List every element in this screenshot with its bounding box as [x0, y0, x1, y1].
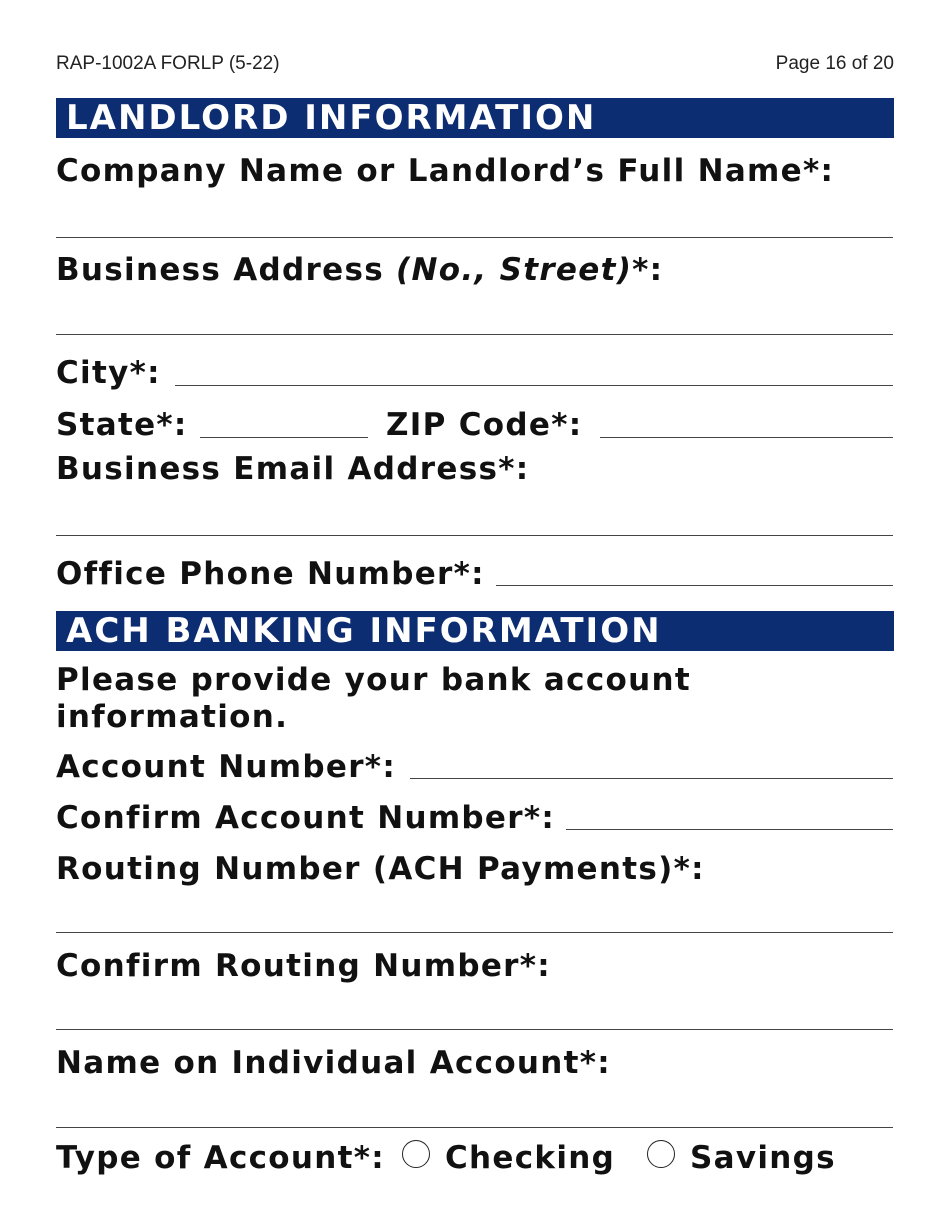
confirm-routing-field[interactable] [56, 1029, 893, 1030]
account-name-field[interactable] [56, 1127, 893, 1128]
business-address-label-text: Business Address [56, 252, 397, 288]
city-label: City*: [56, 355, 161, 391]
account-name-label: Name on Individual Account*: [56, 1045, 611, 1081]
account-type-label: Type of Account*: [56, 1140, 385, 1176]
email-label: Business Email Address*: [56, 451, 530, 487]
checking-label: Checking [445, 1140, 616, 1176]
email-field[interactable] [56, 535, 893, 536]
landlord-section-title: LANDLORD INFORMATION [56, 98, 894, 138]
routing-number-field[interactable] [56, 932, 893, 933]
zip-label: ZIP Code*: [386, 407, 583, 443]
account-number-field[interactable] [410, 778, 893, 779]
savings-label: Savings [690, 1140, 836, 1176]
company-name-field[interactable] [56, 237, 893, 238]
confirm-account-field[interactable] [566, 829, 893, 830]
business-address-field[interactable] [56, 334, 893, 335]
business-address-label [56, 252, 663, 288]
account-number-label: Account Number*: [56, 749, 397, 785]
ach-intro-line1: Please provide your bank account [56, 662, 691, 698]
savings-radio[interactable] [647, 1140, 675, 1168]
company-name-label: Company Name or Landlord’s Full Name*: [56, 153, 835, 189]
ach-intro-line2: information. [56, 699, 289, 735]
state-field[interactable] [200, 437, 368, 438]
ach-section-title: ACH BANKING INFORMATION [56, 611, 894, 651]
phone-field[interactable] [496, 585, 893, 586]
business-address-hint: (No., Street) [396, 252, 633, 288]
state-label: State*: [56, 407, 188, 443]
city-field[interactable] [175, 385, 893, 386]
zip-field[interactable] [600, 437, 893, 438]
routing-number-label: Routing Number (ACH Payments)*: [56, 851, 705, 887]
confirm-account-label: Confirm Account Number*: [56, 800, 556, 836]
form-id: RAP-1002A FORLP (5-22) [56, 53, 280, 74]
phone-label: Office Phone Number*: [56, 556, 485, 592]
page-number: Page 16 of 20 [775, 53, 894, 74]
checking-radio[interactable] [402, 1140, 430, 1168]
business-address-suffix: *: [632, 252, 664, 288]
confirm-routing-label: Confirm Routing Number*: [56, 948, 551, 984]
